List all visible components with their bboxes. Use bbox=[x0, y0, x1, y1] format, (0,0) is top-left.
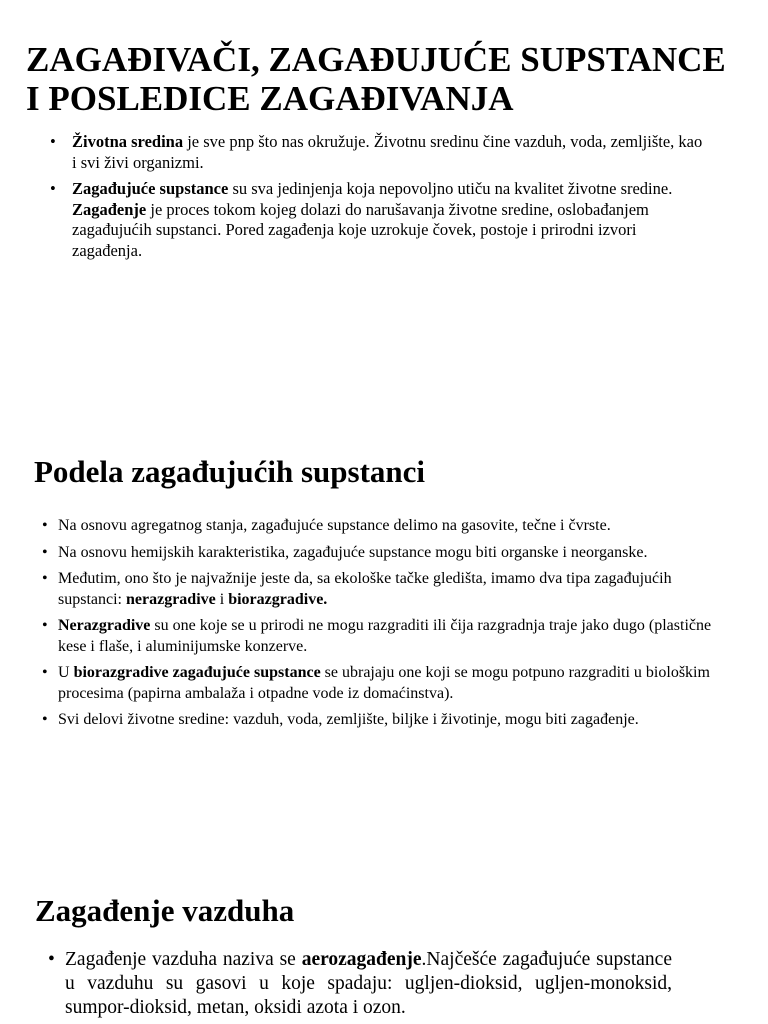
bold-term: Zagađenje bbox=[72, 199, 147, 219]
section-air-pollution bbox=[0, 891, 768, 1020]
bullet-list bbox=[0, 948, 768, 1020]
bold-term: aerozagađenje bbox=[301, 949, 422, 970]
item-text: je sve pnp što nas okružuje. Životnu sredinu čine vazduh, voda, zemljište, kao i svi živi organizmi. bbox=[72, 132, 703, 172]
list-item bbox=[0, 543, 768, 564]
page-title: ZAGAĐIVAČI, ZAGAĐUJUĆE SUPSTANCE I POSLEDICE ZAGAĐIVANJA bbox=[26, 40, 726, 118]
item-text: su one koje se u prirodi ne mogu razgraditi ili čija razgradnja traje jako dugo (plastične kese i flaše, i aluminijumske konzerve. bbox=[58, 617, 712, 655]
item-text: su sva jedinjenja koja nepovoljno utiču na kvalitet životne sredine. bbox=[228, 179, 673, 198]
list-item bbox=[0, 132, 768, 173]
list-item bbox=[0, 179, 768, 261]
bold-term: biorazgradive. bbox=[228, 590, 328, 608]
section-heading: Zagađenje vazduha bbox=[35, 893, 295, 928]
bold-term: Zagađujuće supstance bbox=[72, 179, 229, 198]
list-item bbox=[0, 569, 768, 610]
bold-term: biorazgradive zagađujuće supstance bbox=[73, 664, 321, 681]
item-text: Na osnovu hemijskih karakteristika, zagađujuće supstance mogu biti organske i neorganske. bbox=[58, 543, 648, 561]
item-text: i bbox=[215, 590, 229, 608]
bullet-list bbox=[0, 516, 768, 731]
bold-term: nerazgradive bbox=[126, 590, 216, 608]
list-item bbox=[0, 663, 768, 704]
list-item bbox=[0, 516, 768, 537]
item-text: Međutim, ono što je najvažnije jeste da, sa ekološke tačke gledišta, imamo dva tipa zagađujućih supstanci: bbox=[58, 570, 672, 608]
item-text: Na osnovu agregatnog stanja, zagađujuće supstance delimo na gasovite, tečne i čvrste. bbox=[58, 517, 611, 534]
bold-term: Nerazgradive bbox=[58, 617, 151, 634]
item-text: je proces tokom kojeg dolazi do narušavanja životne sredine, oslobađanjem zagađujućih supstanci. Pored zagađenja koje uzrokuje čovek, postoje i prirodni izvori zagađenja. bbox=[72, 199, 649, 260]
section-classification bbox=[0, 452, 768, 737]
item-text: .Najčešće zagađujuće supstance u vazduhu su gasovi u koje spadaju: ugljen-dioksid, ugljen-monoksid, sumpor-dioksid, metan, oksidi azota i ozon. bbox=[65, 949, 672, 1018]
item-text: U bbox=[58, 664, 74, 681]
list-item bbox=[0, 710, 768, 731]
bold-term: Životna sredina bbox=[72, 132, 184, 151]
section-heading: Podela zagađujućih supstanci bbox=[34, 454, 426, 489]
item-text: Svi delovi životne sredine: vazduh, voda, zemljište, biljke i životinje, mogu biti zagađenje. bbox=[58, 711, 639, 728]
list-item bbox=[0, 948, 768, 1020]
bullet-list bbox=[0, 132, 768, 261]
item-text: Zagađenje vazduha naziva se bbox=[65, 949, 302, 970]
section-pollutants bbox=[0, 40, 768, 267]
list-item bbox=[0, 616, 768, 657]
item-text: se ubrajaju one koji se mogu potpuno razgraditi u biološkim procesima (papirna ambalaža i otpadne vode iz domaćinstva). bbox=[58, 664, 710, 702]
